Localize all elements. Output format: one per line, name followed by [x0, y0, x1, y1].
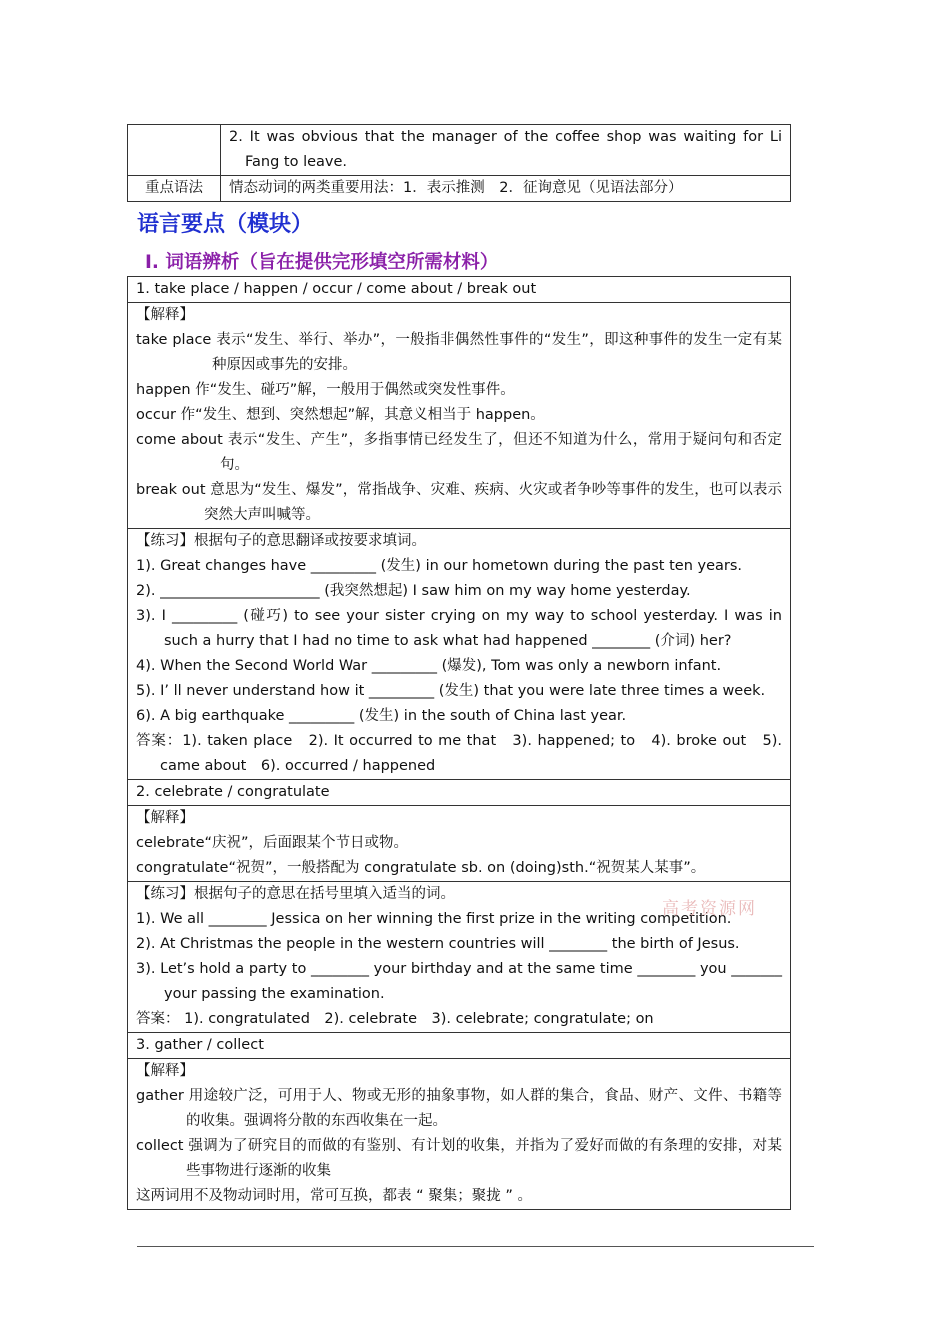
exercise-line: 3). Let’s hold a party to ________ your birthday and at the same time ________ you _______ your passing the examination. — [136, 961, 782, 1002]
explain-block — [128, 1059, 791, 1210]
explain-block — [128, 303, 791, 529]
example-sentence: 2. It was obvious that the manager of the coffee shop was waiting for Li Fang to leave. — [221, 125, 791, 176]
grammar-text: 情态动词的两类重要用法：1．表示推测 2．征询意见（见语法部分） — [221, 176, 791, 202]
answer-line: 答案：1). taken place 2). It occurred to me that 3). happened; to 4). broke out 5). came about 6). occurred / happened — [136, 733, 782, 774]
explain-label: 【解释】 — [136, 810, 194, 826]
exercise-block — [128, 529, 791, 780]
explain-label: 【解释】 — [136, 307, 194, 323]
exercise-label: 【练习】根据句子的意思翻译或按要求填词。 — [136, 533, 426, 549]
explain-line: break out 意思为“发生、爆发”，常指战争、灾难、疾病、火灾或者争吵等事件的发生，也可以表示突然大声叫喊等。 — [136, 482, 782, 523]
watermark: 高考资源网 — [662, 899, 757, 919]
top-table — [127, 124, 791, 202]
explain-line: gather 用途较广泛，可用于人、物或无形的抽象事物，如人群的集合，食品、财产、文件、书籍等的收集。强调将分散的东西收集在一起。 — [136, 1088, 782, 1129]
exercise-line: 2). At Christmas the people in the western countries will ________ the birth of Jesus. — [136, 936, 740, 952]
vocab-table — [127, 276, 791, 1210]
answer-line: 答案： 1). congratulated 2). celebrate 3). celebrate; congratulate; on — [136, 1011, 654, 1027]
exercise-line: 3). I _________ (碰巧) to see your sister crying on my way to school yesterday. I was in such a hurry that I had no time to ask what had happened ________ (介词) her? — [136, 608, 782, 649]
section-title: 语言要点（模块） — [137, 212, 314, 237]
sub-title: Ⅰ. 词语辨析（旨在提供完形填空所需材料） — [145, 252, 499, 273]
explain-line: take place 表示“发生、举行、举办”，一般指非偶然性事件的“发生”，即这种事件的发生一定有某种原因或事先的安排。 — [136, 332, 782, 373]
item-heading: 1. take place / happen / occur / come about / break out — [128, 277, 791, 303]
exercise-line: 4). When the Second World War _________ (爆发), Tom was only a newborn infant. — [136, 658, 722, 674]
explain-label: 【解释】 — [136, 1063, 194, 1079]
exercise-line: 1). Great changes have _________ (发生) in our hometown during the past ten years. — [136, 558, 743, 574]
explain-block — [128, 806, 791, 882]
explain-line: come about 表示“发生、产生”，多指事情已经发生了，但还不知道为什么，常用于疑问句和否定句。 — [136, 432, 782, 473]
explain-line: happen 作“发生、碰巧”解，一般用于偶然或突发性事件。 — [136, 382, 515, 398]
grammar-label: 重点语法 — [128, 176, 221, 202]
exercise-line: 1). We all ________ Jessica on her winning the first prize in the writing competition. — [136, 911, 732, 927]
exercise-line: 6). A big earthquake _________ (发生) in the south of China last year. — [136, 708, 627, 724]
explain-line: congratulate“祝贺”，一般搭配为 congratulate sb. on (doing)sth.“祝贺某人某事”。 — [136, 860, 706, 876]
explain-line: occur 作“发生、想到、突然想起”解，其意义相当于 happen。 — [136, 407, 545, 423]
explain-line: celebrate“庆祝”，后面跟某个节日或物。 — [136, 835, 409, 851]
exercise-line: 5). I’ ll never understand how it _________ (发生) that you were late three times a week. — [136, 683, 766, 699]
footer-divider — [137, 1246, 814, 1247]
empty-label-cell — [128, 125, 221, 176]
item-heading: 2. celebrate / congratulate — [128, 780, 791, 806]
explain-line: collect 强调为了研究目的而做的有鉴别、有计划的收集，并指为了爱好而做的有条理的安排，对某些事物进行逐渐的收集 — [136, 1138, 782, 1179]
exercise-label: 【练习】根据句子的意思在括号里填入适当的词。 — [136, 886, 455, 902]
exercise-line: 2). ______________________ (我突然想起) I saw him on my way home yesterday. — [136, 583, 691, 599]
item-heading: 3. gather / collect — [128, 1033, 791, 1059]
explain-line: 这两词用不及物动词时用，常可互换，都表 “ 聚集；聚拢 ” 。 — [136, 1188, 532, 1204]
